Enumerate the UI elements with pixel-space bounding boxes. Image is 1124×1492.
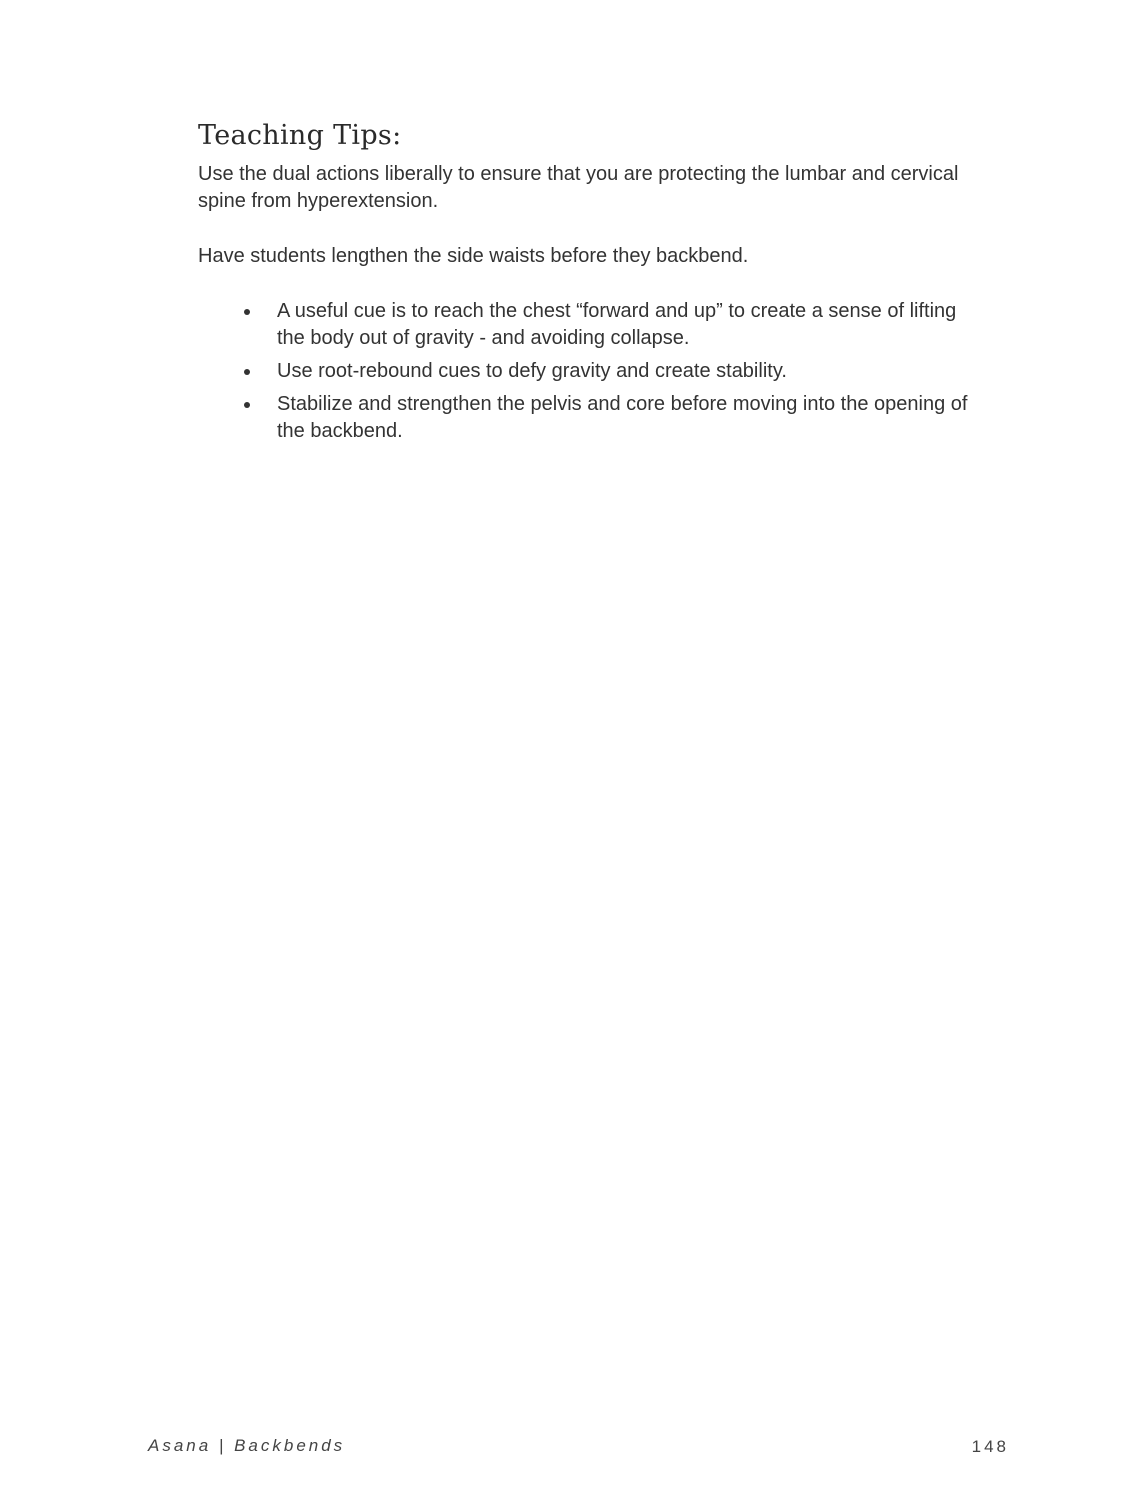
running-title: Asana | Backbends — [148, 1436, 346, 1455]
list-item-text: Stabilize and strengthen the pelvis and core before moving into the opening of the backbend. — [277, 393, 968, 442]
list-item-text: A useful cue is to reach the chest “forward and up” to create a sense of lifting the body out of gravity - and avoiding collapse. — [277, 300, 957, 349]
bullet-icon — [244, 309, 250, 315]
list-item — [277, 298, 988, 352]
list-item — [277, 391, 988, 445]
paragraph-dual-actions: Use the dual actions liberally to ensure that you are protecting the lumbar and cervical spine from hyperextension. — [198, 163, 959, 212]
bullet-icon — [244, 369, 250, 375]
list-item — [277, 358, 988, 385]
main-content — [198, 120, 988, 451]
tips-bullet-list — [198, 298, 988, 445]
section-heading: Teaching Tips: — [198, 120, 402, 151]
bullet-icon — [244, 402, 250, 408]
paragraph-side-waists: Have students lengthen the side waists before they backbend. — [198, 245, 749, 267]
list-item-text: Use root-rebound cues to defy gravity and create stability. — [277, 360, 787, 382]
page-number: 148 — [971, 1437, 1009, 1456]
